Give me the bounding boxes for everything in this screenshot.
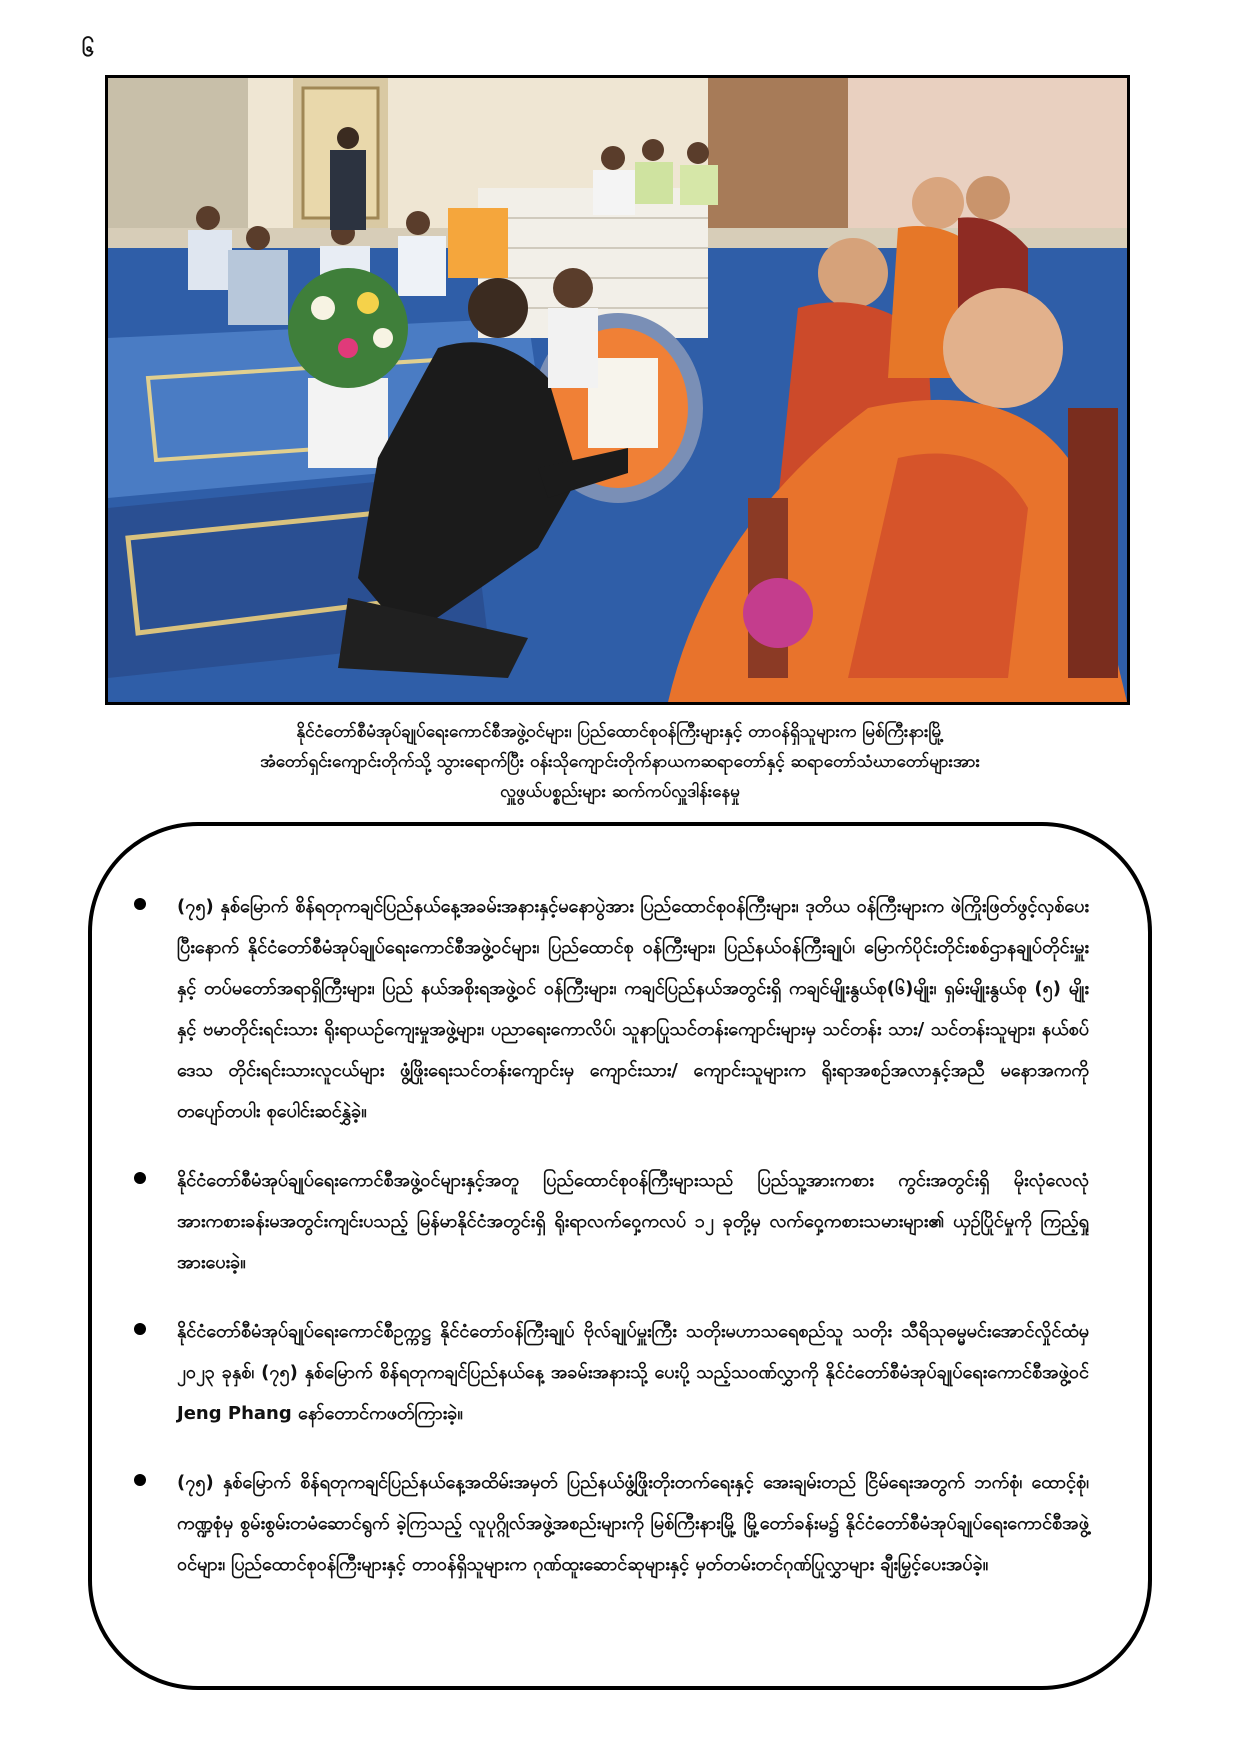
bullet-icon <box>134 1172 146 1184</box>
list-item <box>134 1311 1089 1434</box>
ceremony-photo-icon <box>108 78 1127 702</box>
bullet-text: နိုင်ငံတော်စီမံအုပ်ချုပ်ရေးကောင်စီအဖွဲ့ဝင်များနှင့်အတူ ပြည်ထောင်စုဝန်ကြီးများသည် ပြည်သူ့အားကစား ကွင်းအတွင်းရှိ မိုးလုံလေလုံ အားကစားခန်းမအတွင်းကျင်းပသည့် မြန်မာနိုင်ငံအတွင်းရှိ ရိုးရာလက်ဝှေ့ကလပ် ၁၂ ခုတို့မှ လက်ဝှေ့ကစားသမားများ၏ ယှဉ်ပြိုင်မှုကို ကြည့်ရှုအားပေးခဲ့။ <box>177 1170 1089 1273</box>
ceremony-photo <box>105 75 1130 705</box>
bullet-text: (၇၅) နှစ်မြောက် စိန်ရတုကချင်ပြည်နယ်နေ့အထိမ်းအမှတ် ပြည်နယ်ဖွံ့ဖြိုးတိုးတက်ရေးနှင့် အေးချမ်းတည် ငြိမ်ရေးအတွက် ဘက်စုံ၊ ထောင့်စုံ၊ ကဏ္ဍစုံမှ စွမ်းစွမ်းတမံဆောင်ရွက် ခဲ့ကြသည့် လူပုဂ္ဂိုလ်အဖွဲ့အစည်းများကို မြစ်ကြီးနားမြို့ မြို့တော်ခန်းမ၌ နိုင်ငံတော်စီမံအုပ်ချုပ်ရေးကောင်စီအဖွဲ့ဝင်များ၊ ပြည်ထောင်စုဝန်ကြီးများနှင့် တာဝန်ရှိသူများက ဂုဏ်ထူးဆောင်ဆုများနှင့် မှတ်တမ်းတင်ဂုဏ်ပြုလွှာများ ချီးမြှင့်ပေးအပ်ခဲ့။ <box>177 1472 1089 1575</box>
caption-line: နိုင်ငံတော်စီမံအုပ်ချုပ်ရေးကောင်စီအဖွဲ့ဝင်များ၊ ပြည်ထောင်စုဝန်ကြီးများနှင့် တာဝန်ရှိသူများက မြစ်ကြီးနားမြို့ <box>296 722 944 742</box>
list-item <box>134 1462 1089 1585</box>
page-number: ၆ <box>82 37 95 62</box>
bullet-icon <box>134 898 146 910</box>
caption-line: အံတော်ရှင်းကျောင်းတိုက်သို့ သွားရောက်ပြီး ဝန်းသိုကျောင်းတိုက်နာယကဆရာတော်နှင့် ဆရာတော်သံဃာတော်များအား <box>260 752 980 772</box>
list-item <box>134 886 1089 1132</box>
list-item <box>134 1160 1089 1283</box>
bullet-list <box>134 886 1089 1613</box>
photo-caption <box>120 717 1120 807</box>
caption-line: လှူဖွယ်ပစ္စည်းများ ဆက်ကပ်လှူဒါန်းနေမှု <box>500 782 740 802</box>
bullet-icon <box>134 1323 146 1335</box>
bullet-icon <box>134 1474 146 1486</box>
bullet-text: (၇၅) နှစ်မြောက် စိန်ရတုကချင်ပြည်နယ်နေ့အခမ်းအနားနှင့်မနောပွဲအား ပြည်ထောင်စုဝန်ကြီးများ၊ ဒုတိယ ဝန်ကြီးများက ဖဲကြိုးဖြတ်ဖွင့်လှစ်ပေးပြီးနောက် နိုင်ငံတော်စီမံအုပ်ချုပ်ရေးကောင်စီအဖွဲ့ဝင်များ၊ ပြည်ထောင်စု ဝန်ကြီးများ၊ ပြည်နယ်ဝန်ကြီးချုပ်၊ မြောက်ပိုင်းတိုင်းစစ်ဌာနချုပ်တိုင်းမှူးနှင့် တပ်မတော်အရာရှိကြီးများ၊ ပြည် နယ်အစိုးရအဖွဲ့ဝင် ဝန်ကြီးများ၊ ကချင်ပြည်နယ်အတွင်းရှိ ကချင်မျိုးနွယ်စု(၆)မျိုး၊ ရှမ်းမျိုးနွယ်စု (၅) မျိုးနှင့် ဗမာတိုင်းရင်းသား ရိုးရာယဉ်ကျေးမှုအဖွဲ့များ၊ ပညာရေးကောလိပ်၊ သူနာပြုသင်တန်းကျောင်းများမှ သင်တန်း သား/ သင်တန်းသူများ၊ နယ်စပ်ဒေသ တိုင်းရင်းသားလူငယ်များ ဖွံ့ဖြိုးရေးသင်တန်းကျောင်းမှ ကျောင်းသား/ ကျောင်းသူများက ရိုးရာအစဉ်အလာနှင့်အညီ မနောအကကို တပျော်တပါး စုပေါင်းဆင်နွှဲခဲ့။ <box>177 896 1089 1122</box>
summary-box <box>88 822 1152 1690</box>
bullet-text: နိုင်ငံတော်စီမံအုပ်ချုပ်ရေးကောင်စီဥက္ကဋ္ဌ နိုင်ငံတော်ဝန်ကြီးချုပ် ဗိုလ်ချုပ်မှူးကြီး သတိုးမဟာသရေစည်သူ သတိုး သီရိသုဓမ္မမင်းအောင်လှိုင်ထံမှ ၂၀၂၃ ခုနှစ်၊ (၇၅) နှစ်မြောက် စိန်ရတုကချင်ပြည်နယ်နေ့ အခမ်းအနားသို့ ပေးပို့ သည့်သဝဏ်လွှာကို နိုင်ငံတော်စီမံအုပ်ချုပ်ရေးကောင်စီအဖွဲ့ဝင် Jeng Phang နော်တောင်ကဖတ်ကြားခဲ့။ <box>177 1321 1089 1424</box>
